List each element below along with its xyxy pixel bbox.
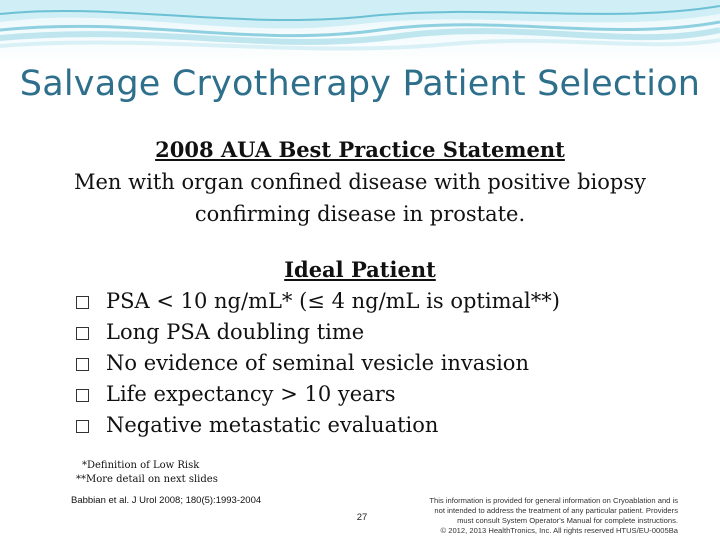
disclaimer-line: not intended to address the treatment of any particular patient. Providers [434, 506, 678, 515]
ideal-patient-criteria-list [76, 286, 560, 441]
criterion-text: Negative metastatic evaluation [106, 413, 439, 437]
footnotes [76, 459, 218, 487]
header-wave-decoration [0, 0, 720, 62]
checkbox-bullet-icon [76, 389, 89, 402]
disclaimer-line: © 2012, 2013 HealthTronics, Inc. All rights reserved HTUS/EU-0005Ba [440, 526, 678, 535]
list-item [76, 410, 560, 441]
checkbox-bullet-icon [76, 296, 89, 309]
checkbox-bullet-icon [76, 420, 89, 433]
criterion-text: No evidence of seminal vesicle invasion [106, 351, 529, 375]
statement-heading: 2008 AUA Best Practice Statement [155, 137, 565, 162]
list-item [76, 379, 560, 410]
list-item [76, 348, 560, 379]
statement-body-line-1: Men with organ confined disease with positive biopsy [74, 170, 646, 194]
page-number: 27 [356, 512, 368, 523]
ideal-patient-heading: Ideal Patient [284, 257, 436, 282]
criterion-text: Long PSA doubling time [106, 320, 365, 344]
checkbox-bullet-icon [76, 327, 89, 340]
slide-title: Salvage Cryotherapy Patient Selection [19, 64, 701, 104]
list-item [76, 317, 560, 348]
disclaimer [400, 496, 678, 536]
citation: Babbian et al. J Urol 2008; 180(5):1993-2004 [71, 495, 262, 506]
footnote-low-risk: *Definition of Low Risk [82, 460, 200, 471]
disclaimer-line: This information is provided for general information on Cryoablation and is [429, 496, 678, 505]
best-practice-statement [30, 134, 690, 230]
disclaimer-line: must consult System Operator's Manual for complete instructions. [457, 516, 678, 525]
wave-graphic [0, 0, 720, 62]
checkbox-bullet-icon [76, 358, 89, 371]
footnote-more-detail: **More detail on next slides [76, 474, 218, 485]
statement-body-line-2: confirming disease in prostate. [194, 202, 526, 226]
criterion-text: Life expectancy > 10 years [106, 382, 396, 406]
list-item [76, 286, 560, 317]
criterion-text: PSA < 10 ng/mL* (≤ 4 ng/mL is optimal**) [106, 289, 560, 313]
